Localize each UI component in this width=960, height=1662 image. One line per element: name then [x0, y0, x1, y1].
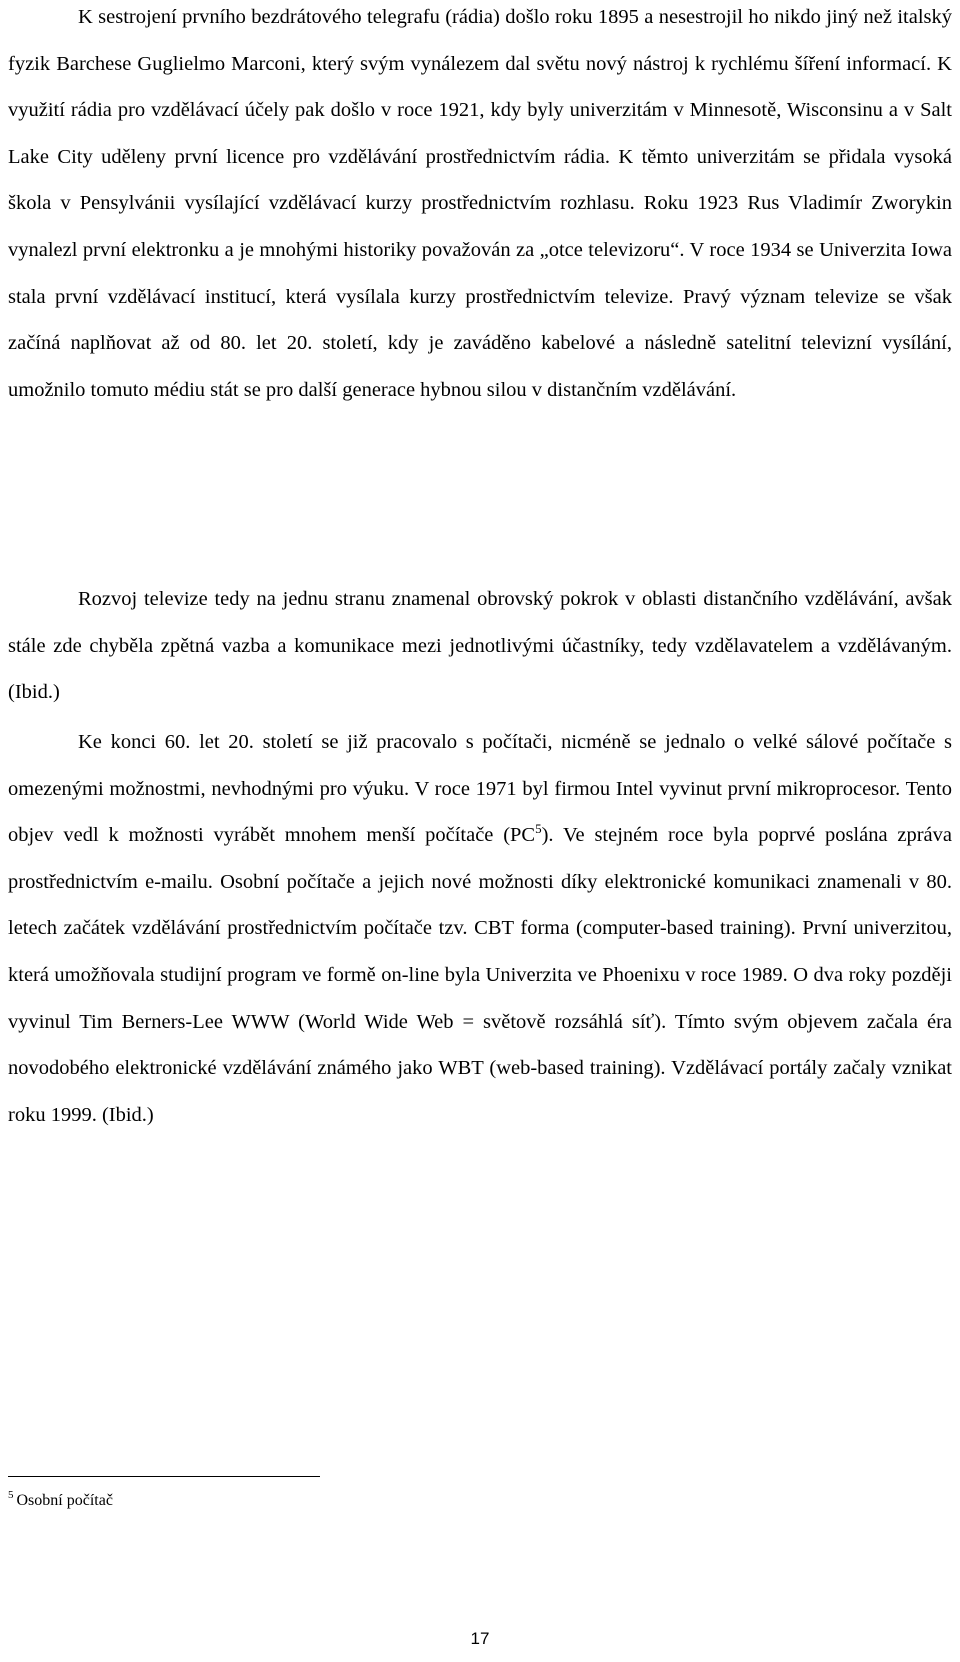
paragraph-text-before-footnote-ref: Ke konci 60. let 20. století se již pracovalo s počítači, nicméně se jednalo o velké sálové počítače s omezenými možnostmi, nevhodnými pro výuku. V roce 1971 byl firmou Intel vyvinut první mikroprocesor. Tento objev vedl k možnosti vyrábět mnohem menší počítače (PC — [8, 731, 952, 847]
page-number: 17 — [470, 1629, 490, 1648]
paragraph-television-development: Rozvoj televize tedy na jednu stranu znamenal obrovský pokrok v oblasti distančního vzdělávání, avšak stále zde chyběla zpětná vazba a komunikace mezi jednotlivými účastníky, tedy vzdělavatelem a vzdělávaným. (Ibid.) — [8, 588, 952, 704]
paragraph-text-after-footnote-ref: ). Ve stejném roce byla poprvé poslána zpráva prostřednictvím e-mailu. Osobní počítače a jejich nové možnosti díky elektronické komunikaci znamenali v 80. letech začátek vzdělávání prostřednictvím počítače tzv. CBT forma (computer-based training). První univerzitou, která umožňovala studijní program ve formě on-line byla Univerzita ve Phoenixu v roce 1989. O dva roky později vyvinul Tim Berners-Lee WWW (World Wide Web = světově rozsáhlá síť). Tímto svým objevem začala éra novodobého elektronické vzdělávání známého jako WBT (web-based training). Vzdělávací portály začaly vznikat roku 1999. (Ibid.) — [8, 824, 952, 1126]
footnote-number: 5 — [8, 1489, 14, 1501]
footnote-reference: 5 — [535, 821, 542, 837]
footnote — [8, 1487, 113, 1515]
paragraph-computer-history — [8, 719, 952, 1138]
footnote-separator — [8, 1476, 320, 1477]
footnote-text: Osobní počítač — [16, 1492, 113, 1509]
paragraph-radio-television-history: K sestrojení prvního bezdrátového telegrafu (rádia) došlo roku 1895 a nesestrojil ho nikdo jiný než italský fyzik Barchese Guglielmo Marconi, který svým vynálezem dal světu nový nástroj k rychlému šíření informací. K využití rádia pro vzdělávací účely pak došlo v roce 1921, kdy byly univerzitám v Minnesotě, Wisconsinu a v Salt Lake City uděleny první licence pro vzdělávání prostřednictvím rádia. K těmto univerzitám se přidala vysoká škola v Pensylvánii vysílající vzdělávací kurzy prostřednictvím rozhlasu. Roku 1923 Rus Vladimír Zworykin vynalezl první elektronku a je mnohými historiky považován za „otce televizoru“. V roce 1934 se Univerzita Iowa stala první vzdělávací institucí, která vysílala kurzy prostřednictvím televize. Pravý význam televize se však začíná naplňovat až od 80. let 20. století, kdy je zaváděno kabelové a následně satelitní televizní vysílání, umožnilo tomuto médiu stát se pro další generace hybnou silou v distančním vzdělávání. — [8, 6, 952, 401]
